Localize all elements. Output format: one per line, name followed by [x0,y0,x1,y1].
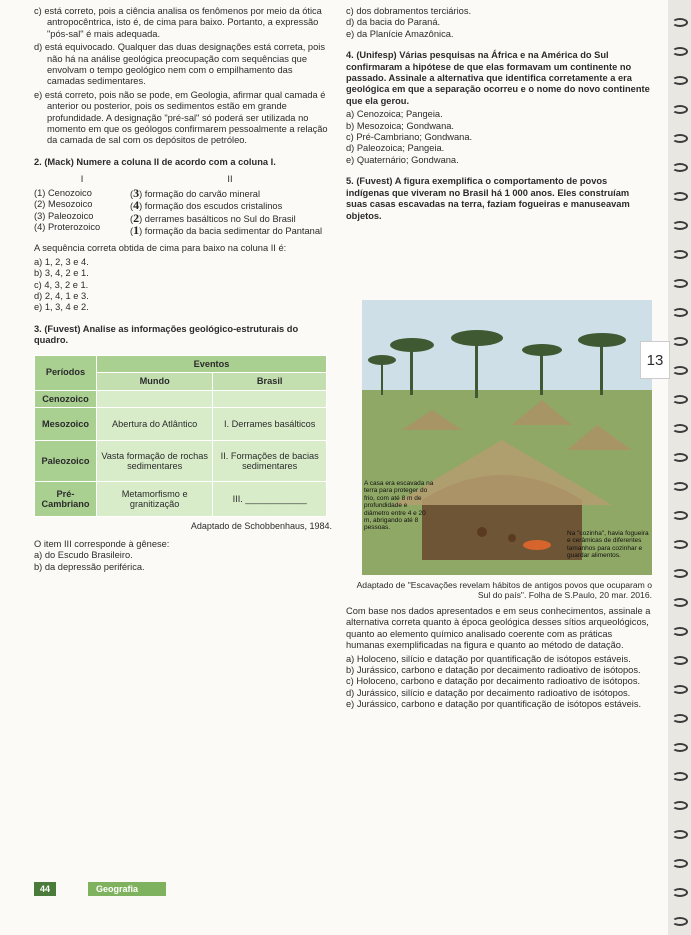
spiral-ring [672,888,688,897]
spiral-ring [672,569,688,578]
option: c) dos dobramentos terciários. [346,6,472,16]
header-periodos: Períodos [35,355,97,390]
table-row: Pré-Cambriano Metamorfismo e granitização III. ____________ [35,482,327,517]
col-i-item: (3) Paleozoico [34,210,94,221]
question-3-stem: 3. (Fuvest) Analise as informações geológico-estruturais do quadro. [34,323,299,346]
spiral-ring [672,366,688,375]
spiral-ring [672,250,688,259]
spiral-ring [672,627,688,636]
option: a) do Escudo Brasileiro. [34,550,133,561]
chapter-tab: 13 [640,341,670,379]
handwritten-mark: 4 [133,198,140,213]
spiral-ring [672,221,688,230]
option: e) da Planície Amazônica. [346,28,454,39]
col-i-item: (1) Cenozoico [34,187,92,198]
table-row: Mesozoico Abertura do Atlântico I. Derrames basálticos [35,408,327,441]
spiral-ring [672,163,688,172]
table-row: Cenozoico [35,390,327,408]
option: b) Mesozoica; Gondwana. [346,120,455,131]
spiral-ring [672,134,688,143]
spiral-ring [672,714,688,723]
question-2-stem: 2. (Mack) Numere a coluna II de acordo com a coluna I. [34,156,276,167]
spiral-ring [672,598,688,607]
option: e) Jurássico, carbono e datação por quantificação de isótopos estáveis. [346,699,642,710]
spiral-ring [672,830,688,839]
option: b) Jurássico, carbono e datação por decaimento radioativo de isótopos. [346,665,641,676]
col-ii-item: (4) formação dos escudos cristalinos [130,198,283,213]
option: e) Quaternário; Gondwana. [346,154,459,165]
header-brasil: Brasil [213,373,327,391]
option-d: d) está equivocado. Qualquer das duas designações está correta, pois não há na análise geológica preocupação com sequências que envolvam o tempo geológico nem com o empilhamento das camadas sedimentares. [34,42,325,87]
subject-label: Geografia [88,882,166,896]
option: e) 1, 3, 4 e 2. [34,302,89,313]
left-column [34,6,332,573]
spiral-ring [672,801,688,810]
handwritten-mark: 3 [133,185,140,200]
col-ii-header: II [227,174,233,185]
option: a) Cenozoica; Pangeia. [346,109,443,120]
option: c) Pré-Cambriano; Gondwana. [346,132,473,143]
handwritten-mark: 2 [133,210,140,225]
figure-source: Adaptado de "Escavações revelam hábitos de antigos povos que ocuparam o Sul do país". Folha de S.Paulo, 20 mar. 2016. [356,580,652,600]
col-i-item: (2) Mesozoico [34,199,93,210]
spiral-ring [672,453,688,462]
question-4-stem: 4. (Unifesp) Várias pesquisas na África e na América do Sul confirmaram a hipótese de que elas formavam um continente no passado. Assinale a alternativa que identifica corretamente a era geológica em que a separação ocorreu e o nome do novo continente que ela gerou. [346,50,650,106]
spiral-ring [672,424,688,433]
option: d) da bacia do Paraná. [346,17,441,28]
col-i-list [34,188,130,238]
col-ii-item: (1) formação da bacia sedimentar do Pantanal [130,222,323,237]
option-e: e) está correto, pois não se pode, em Geologia, afirmar qual camada é anterior ou posterior, pois os sedimentos estão em grande profundidade. A designação "pré-sal" só poderá ser utilizada no momento em que os geólogos confirmarem pessoalmente a relação da camada de sal com os depósitos de petróleo. [34,89,328,146]
right-column-lower [346,580,652,711]
spiral-ring [672,279,688,288]
option: d) Paleozoica; Pangeia. [346,143,445,154]
spiral-ring [672,656,688,665]
spiral-ring [672,511,688,520]
option: b) 3, 4, 2 e 1. [34,268,89,279]
question-2-prompt: A sequência correta obtida de cima para baixo na coluna II é: [34,243,287,254]
spiral-ring [672,337,688,346]
col-ii-item: (3) formação do carvão mineral [130,185,261,200]
spiral-ring [672,772,688,781]
spiral-ring [672,18,688,27]
spiral-ring [672,395,688,404]
spiral-ring [672,685,688,694]
col-ii-item: (2) derrames basálticos no Sul do Brasil [130,210,296,225]
option: c) Holoceno, carbono e datação por decaimento radioativo de isótopos. [346,676,641,687]
caption-house: A casa era escavada na terra para proteger do frio, com até 8 m de profundidade e diâmetro entre 4 e 20 m, abrigando até 8 pessoas. [364,480,434,532]
spiral-ring [672,192,688,201]
indigenous-house-illustration [362,300,652,575]
question-5-prompt: Com base nos dados apresentados e em seus conhecimentos, assinale a alternativa correta quanto à época geológica desses sítios arqueológicos, quanto ao elemento químico analisado coerente com as práticas humanas exemplificadas na figura e quanto ao método de datação. [346,606,651,651]
spiral-ring [672,917,688,926]
col-ii-list [130,185,330,238]
spiral-ring [672,105,688,114]
page-number: 44 [34,882,56,896]
header-mundo: Mundo [96,373,212,391]
option: a) 1, 2, 3 e 4. [34,256,89,267]
table-source: Adaptado de Schobbenhaus, 1984. [190,521,332,532]
geology-table [34,355,327,518]
spiral-ring [672,482,688,491]
question-5-stem: 5. (Fuvest) A figura exemplifica o comportamento de povos indígenas que viveram no Brasil há 1 000 anos. Eles construíam suas casas escavadas na terra, faziam fogueiras e manuseavam objetos. [346,176,630,221]
spiral-ring [672,540,688,549]
option-c: c) está correto, pois a ciência analisa os fenômenos por meio da ótica antropocêntrica, isto é, de cima para baixo. Portanto, a expressão "pós-sal" é mais adequada. [34,6,322,39]
handwritten-mark: 1 [133,222,140,237]
col-i-header: I [80,174,84,185]
spiral-ring [672,76,688,85]
spiral-ring [672,308,688,317]
spiral-ring [672,47,688,56]
caption-kitchen: Na "cozinha", havia fogueira e cerâmicas de diferentes tamanhos para cozinhar e guardar alimentos. [567,530,649,560]
option: c) 4, 3, 2 e 1. [34,279,89,290]
question-3-prompt: O item III corresponde à gênese: [34,538,170,549]
question-2-options [34,257,332,314]
option: b) da depressão periférica. [34,561,145,572]
spiral-binding [668,0,691,935]
option: d) Jurássico, silício e datação por decaimento radioativo de isótopos. [346,687,631,698]
spiral-ring [672,743,688,752]
option: a) Holoceno, silício e datação por quantificação de isótopos estáveis. [346,653,631,664]
spiral-ring [672,859,688,868]
header-eventos: Eventos [96,355,326,373]
table-row: Paleozoico Vasta formação de rochas sedimentares II. Formações de bacias sedimentares [35,441,327,482]
right-column [346,6,652,222]
option: d) 2, 4, 1 e 3. [34,290,89,301]
col-i-item: (4) Proterozoico [34,221,101,232]
